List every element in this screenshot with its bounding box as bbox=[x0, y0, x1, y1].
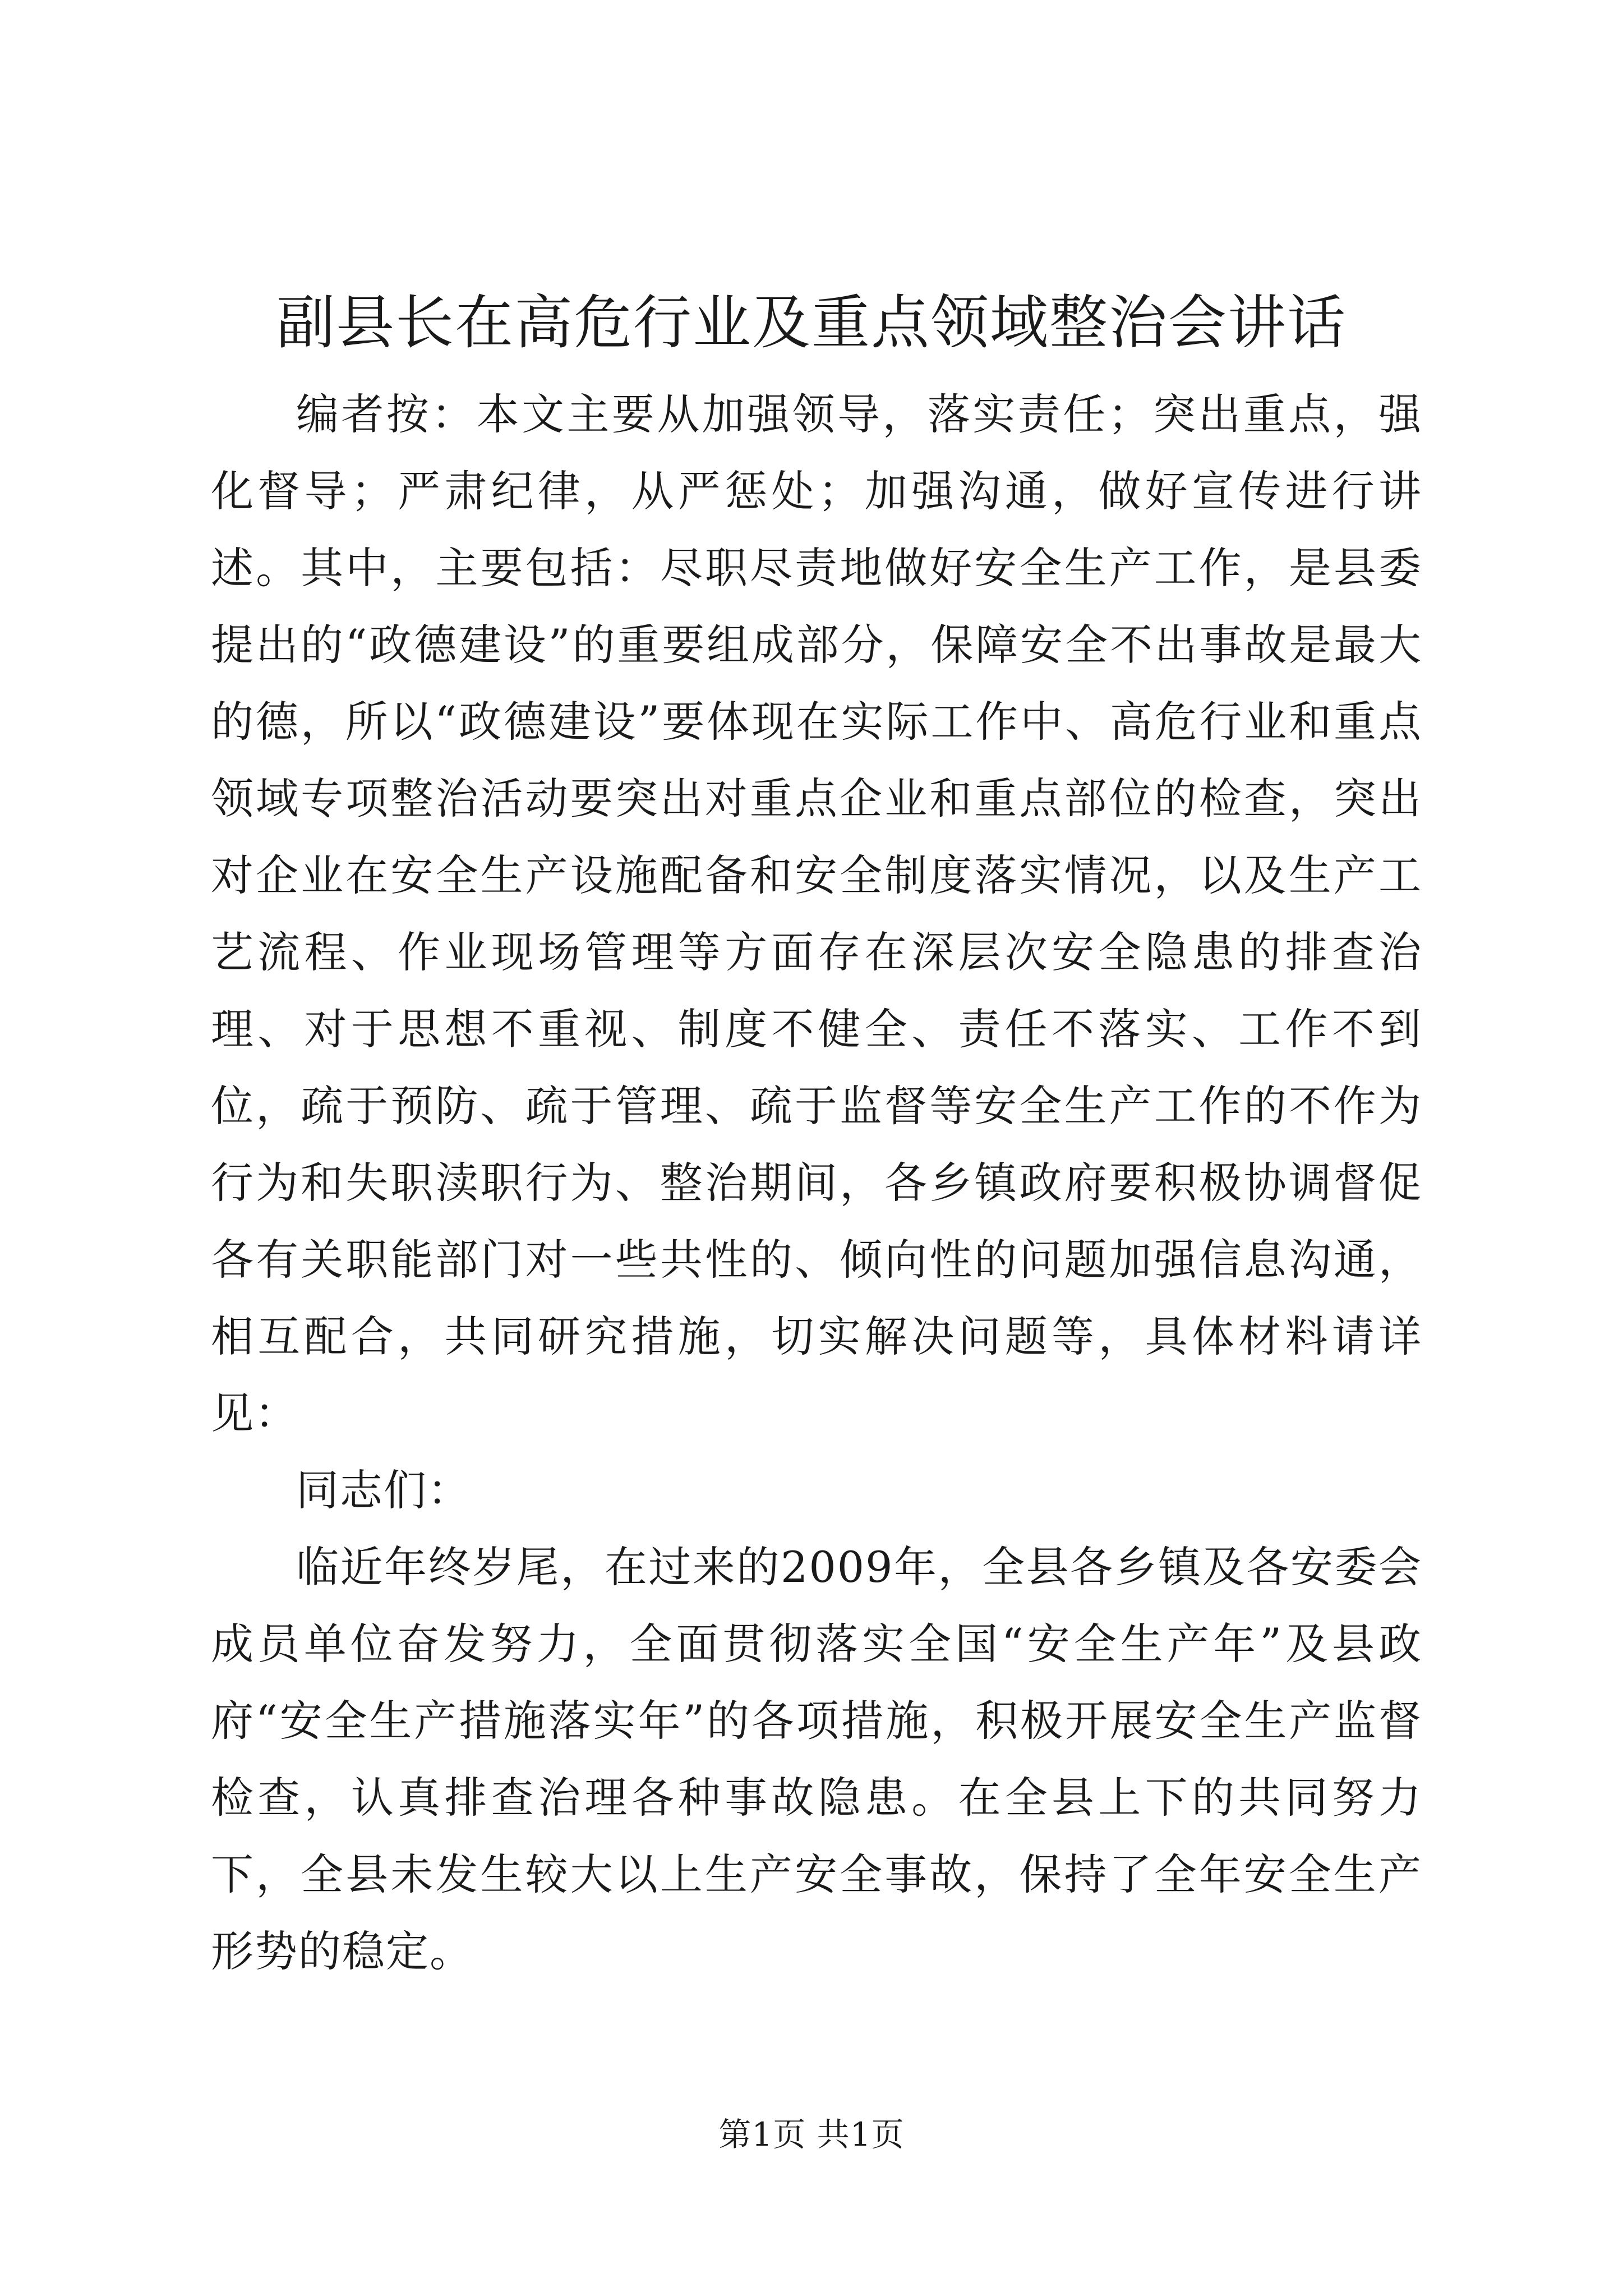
page-footer: 第1页 共1页 bbox=[718, 2115, 905, 2154]
body-paragraph: 临近年终岁尾，在过来的2009年，全县各乡镇及各安委会成员单位奋发努力，全面贯彻落实全国“安全生产年”及县政府“安全生产措施落实年”的各项措施，积极开展安全生产监督检查，认真排查治理各种事故隐患。在全县上下的共同努力下，全县未发生较大以上生产安全事故，保持了全年安全生产形势的稳定。 bbox=[211, 1542, 1422, 1976]
document-title: 副县长在高危行业及重点领域整治会讲话 bbox=[276, 288, 1347, 357]
editor-note-paragraph: 编者按：本文主要从加强领导，落实责任；突出重点，强化督导；严肃纪律，从严惩处；加强沟通，做好宣传进行讲述。其中，主要包括：尽职尽责地做好安全生产工作，是县委提出的“政德建设”的重要组成部分，保障安全不出事故是最大的德，所以“政德建设”要体现在实际工作中、高危行业和重点领域专项整治活动要突出对重点企业和重点部位的检查，突出对企业在安全生产设施配备和安全制度落实情况，以及生产工艺流程、作业现场管理等方面存在深层次安全隐患的排查治理、对于思想不重视、制度不健全、责任不落实、工作不到位，疏于预防、疏于管理、疏于监督等安全生产工作的不作为行为和失职渎职行为、整治期间，各乡镇政府要积极协调督促各有关职能部门对一些共性的、倾向性的问题加强信息沟通，相互配合，共同研究措施，切实解决问题等，具体材料请详见： bbox=[211, 389, 1422, 1438]
greeting-line: 同志们： bbox=[296, 1465, 471, 1515]
document-body bbox=[211, 376, 1422, 1990]
